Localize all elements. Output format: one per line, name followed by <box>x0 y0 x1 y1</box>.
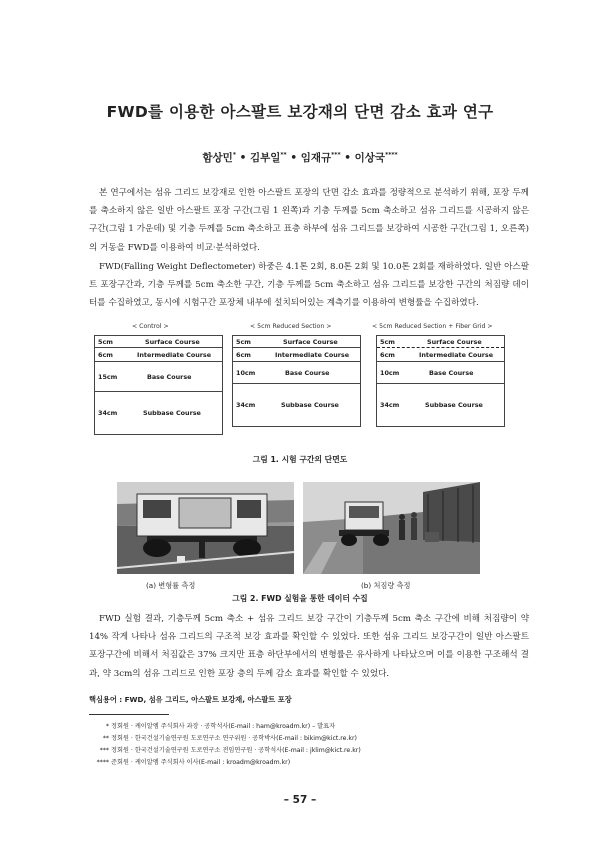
footnote-text: 정회원 · 케이알엠 주식회사 과장 · 공학석사(E-mail : ham@kroadm.kr) – 발표자 <box>111 723 336 730</box>
footnote-text: 정회원 · 한국건설기술연구원 도로연구소 연구위원 · 공학박사(E-mail : bikim@kict.re.kr) <box>111 735 357 742</box>
layer-thickness: 10cm <box>236 368 256 377</box>
photo-deflection-measurement <box>303 482 480 574</box>
footnote-mark: **** <box>96 759 109 766</box>
section-caption-reduced: < 5cm Reduced Section > <box>250 323 332 330</box>
layer-thickness: 10cm <box>380 368 400 377</box>
layer-surface <box>95 336 222 348</box>
paragraph-method: FWD(Falling Weight Deflectometer) 하중은 4.1톤 2회, 8.0톤 2회 및 10.0톤 2회를 재하하였다. 일반 아스팔트 포장구간과, 기층 두께를 5cm 축소한 구간, 기층 두께를 5cm 축소하고 섬유 그리드를 보강한 구간의 처짐량 데이터를 수집하였고, 동시에 시험구간 포장체 내부에 설치되어있는 계측기를 이용하여 변형률을 수집하였다. <box>89 262 529 309</box>
layer-name: Base Course <box>429 368 474 377</box>
keywords: 핵심용어 : FWD, 섬유 그리드, 아스팔트 보강재, 아스팔트 포장 <box>89 695 292 704</box>
footnote-mark: * <box>105 723 109 730</box>
truck-rear-photo <box>117 482 294 574</box>
layer-name: Surface Course <box>283 337 338 346</box>
layer-name: Base Course <box>147 372 192 381</box>
author-2: 김부일 <box>249 152 281 164</box>
layer-name: Subbase Course <box>281 401 339 409</box>
author-separator: • <box>286 152 301 164</box>
layer-thickness: 5cm <box>380 337 395 346</box>
figure-2a-caption: (a) 변형률 측정 <box>146 581 196 590</box>
paper-title: FWD를 이용한 아스팔트 보강재의 단면 감소 효과 연구 <box>106 103 494 121</box>
footnote-mark: *** <box>99 747 109 754</box>
author-separator: • <box>340 152 355 164</box>
author-list <box>0 150 600 165</box>
paragraph-intro: 본 연구에서는 섬유 그리드 보강재로 인한 아스팔트 포장의 단면 감소 효과를 정량적으로 분석하기 위해, 포장 두께를 축소하지 않은 일반 아스팔트 포장 구간(그림 1 왼쪽)과 기층 두께를 5cm 축소하고 섬유 그리드를 시공하지 않은 구간(그림 1 가운데) 및 기층 두께를 5cm 축소하고 표층 하부에 섬유 그리드를 보강하여 시공한 구간(그림 1, 오른쪽)의 거동을 FWD를 이용하여 비교·분석하였다. <box>89 188 529 253</box>
author-3: 임재규 <box>300 152 332 164</box>
layer-subbase <box>377 384 504 426</box>
layer-thickness: 34cm <box>98 409 118 417</box>
author-2-mark: ** <box>280 151 287 159</box>
footnote-4 <box>80 757 290 766</box>
layer-base <box>233 362 360 384</box>
cross-section-fiber-grid <box>376 335 505 427</box>
layer-name: Intermediate Course <box>137 350 212 359</box>
author-4-mark: **** <box>385 151 398 159</box>
footnote-1 <box>89 721 335 730</box>
footnote-mark: ** <box>102 735 109 742</box>
layer-name: Subbase Course <box>143 409 201 417</box>
layer-thickness: 5cm <box>98 337 113 346</box>
layer-name: Base Course <box>285 368 330 377</box>
layer-base <box>95 362 222 392</box>
layer-subbase <box>95 392 222 434</box>
layer-thickness: 34cm <box>380 401 400 409</box>
section-caption-fiber-grid: < 5cm Reduced Section + Fiber Grid > <box>372 323 493 330</box>
layer-intermediate <box>233 348 360 362</box>
layer-subbase <box>233 384 360 426</box>
page-number: – 57 – <box>283 794 317 806</box>
figure-2-caption: 그림 2. FWD 실험을 통한 데이터 수집 <box>232 594 368 603</box>
layer-name: Surface Course <box>145 337 200 346</box>
layer-intermediate <box>95 348 222 362</box>
footnote-3 <box>89 745 361 754</box>
layer-thickness: 6cm <box>236 350 251 359</box>
layer-thickness: 6cm <box>380 350 395 359</box>
footnote-text: 정회원 · 한국건설기술연구원 도로연구소 전임연구원 · 공학석사(E-mail : jklim@kict.re.kr) <box>111 747 361 754</box>
author-3-mark: *** <box>331 151 341 159</box>
paragraph-results: FWD 실험 결과, 기층두께 5cm 축소 + 섬유 그리드 보강 구간이 기층두께 5cm 축소 구간에 비해 처짐량이 약 14% 작게 나타나 섬유 그리드의 구조적 보강 효과를 확인할 수 있었다. 또한 섬유 그리드 보강구간이 일반 아스팔트 포장구간에 비해서 처짐값은 37% 크지만 표층 하단부에서의 변형률은 유사하게 나타났으며 이를 이용한 구조해석 결과, 약 3cm의 섬유 그리드로 인한 포장 층의 두께 감소 효과를 확인할 수 있었다. <box>89 614 529 679</box>
figure-2b-caption: (b) 처짐량 측정 <box>361 581 411 590</box>
cross-section-reduced <box>232 335 361 427</box>
photo-strain-measurement <box>117 482 294 574</box>
layer-thickness: 6cm <box>98 350 113 359</box>
author-separator: • <box>235 152 250 164</box>
layer-thickness: 34cm <box>236 401 256 409</box>
author-4: 이상국 <box>354 152 386 164</box>
layer-base <box>377 362 504 384</box>
layer-surface <box>233 336 360 348</box>
layer-name: Intermediate Course <box>419 350 494 359</box>
layer-thickness: 5cm <box>236 337 251 346</box>
fwd-trailer-photo <box>303 482 480 574</box>
layer-name: Surface Course <box>427 337 482 346</box>
layer-surface <box>377 336 504 348</box>
footnote-divider <box>89 714 169 715</box>
layer-intermediate <box>377 348 504 362</box>
layer-thickness: 15cm <box>98 372 118 381</box>
footnote-2 <box>89 733 357 742</box>
layer-name: Intermediate Course <box>275 350 350 359</box>
cross-section-control <box>94 335 223 435</box>
figure-1-caption: 그림 1. 시험 구간의 단면도 <box>252 455 348 464</box>
footnote-text: 준회원 · 케이알엠 주식회사 이사(E-mail : kroadm@kroadm.kr) <box>111 759 291 766</box>
author-1-mark: * <box>232 151 236 159</box>
author-1: 함상민 <box>202 152 233 164</box>
layer-name: Subbase Course <box>425 401 483 409</box>
section-caption-control: < Control > <box>132 323 169 330</box>
